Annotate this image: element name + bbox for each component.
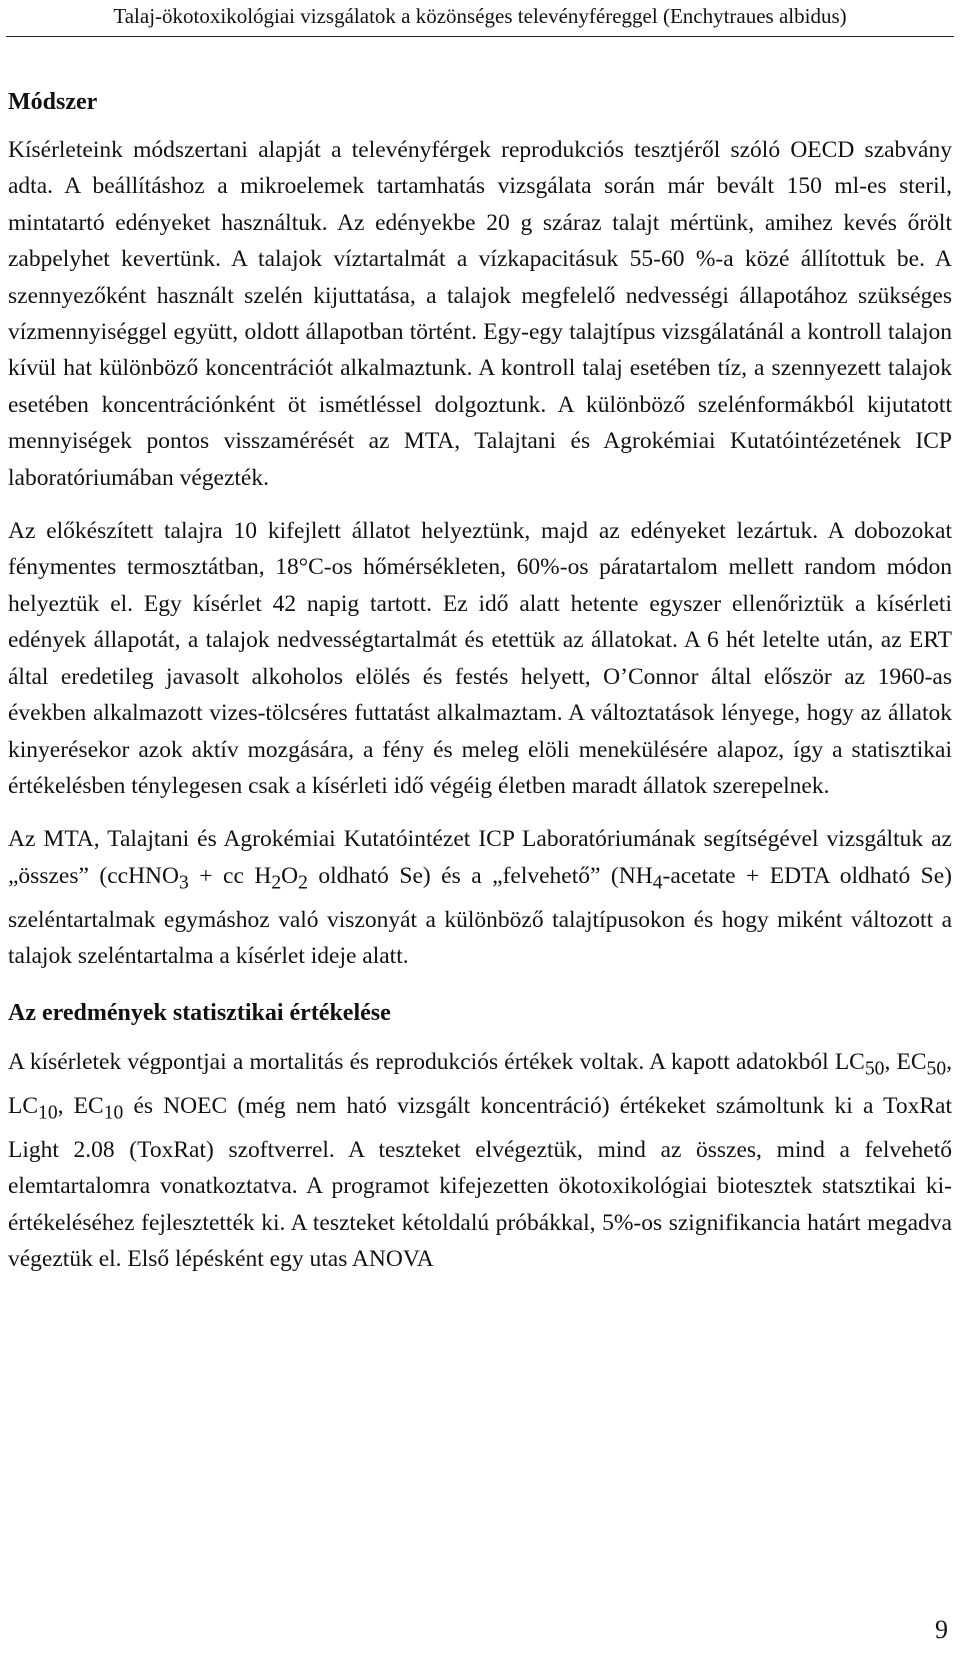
- subscript: 2: [298, 872, 308, 894]
- text-run: és NOEC (még nem ható vizsgált koncentráció) értékeket számoltunk ki a ToxRat Light 2.08 (ToxRat) szoftverrel. A teszteket elvégeztük, mind az összes, mind a felvehető elemtartalomra vonatkoztatva. A programot kifejezetten ökotoxikológiai biotesztek statsztikai kiértékeléséhez fejlesztették ki. A teszteket kétoldalú próbákkal, 5%-os szignifikancia határt megadva végeztük el. Első lépésként egy utas ANOVA: [8, 1092, 953, 1273]
- subscript: 50: [926, 1058, 947, 1080]
- page-body: [8, 84, 952, 1277]
- statistics-paragraph: [8, 1044, 952, 1278]
- text-run: O: [281, 862, 299, 889]
- method-paragraph-3: [8, 821, 952, 974]
- text-run: , EC: [884, 1048, 927, 1075]
- running-header: Talaj-ökotoxikológiai vizsgálatok a közönséges televényféreggel (Enchytraues albidus): [113, 4, 847, 28]
- text-run: A kísérletek végpontjai a mortalitás és reprodukciós értékek voltak. A kapott adatokból LC: [8, 1048, 865, 1075]
- subscript: 2: [271, 872, 282, 894]
- text-run: Az MTA, Talajtani és Agrokémiai Kutatóintézet ICP Laboratóriumának segítségével vizsgáltuk az „összes” (ccHNO: [8, 826, 952, 889]
- subscript: 50: [864, 1058, 885, 1080]
- method-paragraph-2: Az előkészített talajra 10 kifejlett állatot helyeztünk, majd az edényeket lezártuk. A dobozokat fénymentes termosztátban, 18°C-os hőmérsékleten, 60%-os páratartalom mellett random módon helyeztük el. Egy kísérlet 42 napig tartott. Ez idő alatt hetente egyszer ellenőriztük a kísérleti edények állapotát, a talajok nedvességtartalmát és etettük az állatokat. A 6 hét letelte után, az ERT által eredetileg javasolt alkoholos elölés és festés helyett, O’Connor által először az 1960-as években alkalmazott vizes-tölcséres futtatást alkalmaztam. A változtatások lényege, hogy az állatok kinyerésekor azok aktív mozgására, a fény és meleg elöli menekülésére alapoz, így a statisztikai értékelésben ténylegesen csak a kísérleti idő végéig életben maradt állatok szerepelnek.: [8, 518, 952, 799]
- statistics-heading: Az eredmények statisztikai értékelése: [8, 999, 391, 1026]
- method-paragraph-1: Kísérleteink módszertani alapját a televényférgek reprodukciós tesztjéről szóló OECD szabvány adta. A beállításhoz a mikroelemek tartamhatás vizsgálata során már bevált 150 ml-es steril, mintatartó edényeket használtuk. Az edényekbe 20 g száraz talajt mértünk, amihez kevés őrölt zabpelyhet kevertünk. A talajok víztartalmát a vízkapacitásuk 55-60 %-a közé állítottuk be. A szennyezőként használt szelén kijuttatása, a talajok megfelelő nedvességi állapotához szükséges vízmennyiséggel együtt, oldott állapotban történt. Egy-egy talajtípus vizsgálatánál a kontroll talajon kívül hat különböző koncentrációt alkalmaztunk. A kontroll talaj esetében tíz, a szennyezett talajok esetében koncentrációnként öt ismétléssel dolgoztunk. A különböző szelénformákból kijutatott mennyiségek pontos visszamérését az MTA, Talajtani és Agrokémiai Kutatóintézetének ICP laboratóriumában végezték.: [8, 137, 952, 491]
- text-run: oldható Se) és a „felvehető” (NH: [307, 862, 653, 889]
- text-run: -acetate + EDTA oldható Se) szeléntartalmak egymáshoz való viszonyát a különböző talajtípusokon és hogy miként változott a talajok szeléntartalma a kísérlet ideje alatt.: [8, 862, 953, 970]
- header-divider: [6, 36, 954, 37]
- text-run: , EC: [57, 1092, 104, 1119]
- method-heading: Módszer: [8, 89, 98, 115]
- subscript: 3: [179, 872, 189, 894]
- subscript: 10: [38, 1102, 58, 1124]
- subscript: 4: [652, 872, 663, 894]
- text-run: + cc H: [188, 862, 272, 889]
- text-run: , LC: [8, 1048, 952, 1119]
- subscript: 10: [103, 1102, 124, 1124]
- page-number: 9: [935, 1615, 948, 1644]
